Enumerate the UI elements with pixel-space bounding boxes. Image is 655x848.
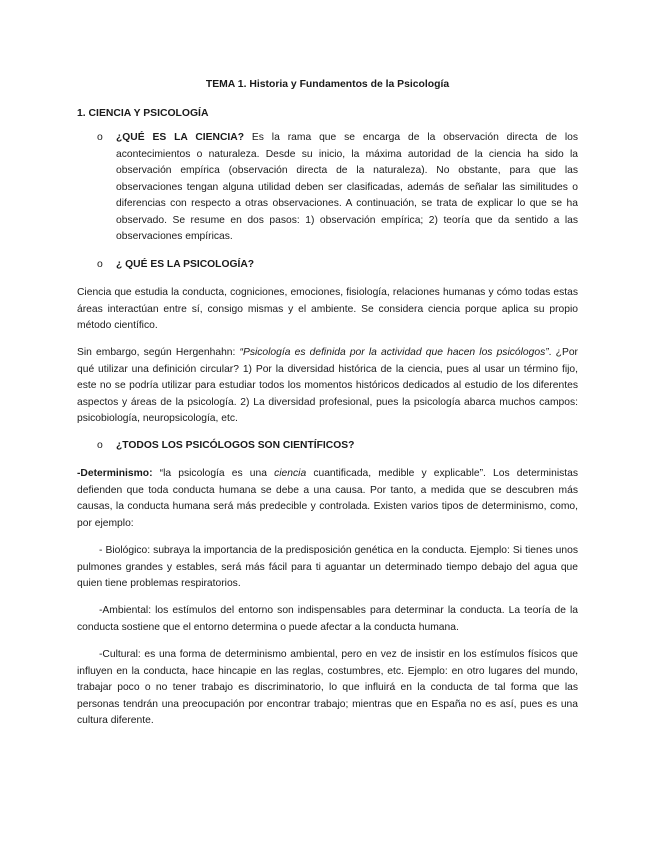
question-heading: ¿TODOS LOS PSICÓLOGOS SON CIENTÍFICOS? [116, 440, 355, 451]
bullet-marker: o [97, 440, 103, 451]
term-label: -Determinismo: [77, 468, 153, 479]
bullet-marker: o [97, 259, 103, 270]
paragraph-text: cuantificada, medible y explicable”. Los deterministas defienden que toda conducta humana se debe a una causa. Por tanto, a medida que se descubren más causas, la conducta humana será más predecible y controlada. Existen varios tipos de determinismo, como, por ejemplo: [77, 468, 578, 529]
paragraph-text: Sin embargo, según Hergenhahn: [77, 347, 240, 358]
italic-term: ciencia [274, 468, 307, 479]
quote-text: “Psicología es definida por la actividad que hacen los psicólogos” [239, 347, 549, 358]
paragraph-text: . ¿Por qué utilizar una definición circular? 1) Por la diversidad histórica de la ciencia, pues al usar un término fijo, este no se podría utilizar para estudiar todos los momentos históricos dedicados al estudio de los diferentes aspectos y áreas de la psicología. 2) La diversidad profesional, pues la psicología abarca muchos campos: psicobiología, neuropsicología, etc. [77, 347, 578, 424]
paragraph-determinismo [77, 466, 578, 532]
section-heading: 1. CIENCIA Y PSICOLOGÍA [77, 108, 209, 119]
paragraph-ambiental: -Ambiental: los estímulos del entorno son indispensables para determinar la conducta. La teoría de la conducta sostiene que el entorno determina o puede afectar a la conducta humana. [77, 605, 578, 633]
paragraph-que-es-ciencia [116, 130, 578, 246]
paragraph-cultural: -Cultural: es una forma de determinismo ambiental, pero en vez de insistir en los estímulos físicos que influyen en la conducta, hace hincapie en las reglas, costumbres, etc. Ejemplo: en otro lugares del mundo, trabajar poco o no tener trabajo es discriminatorio, lo que influirá en la conducta de tal forma que las personas tendrán una preocupación por encontrar trabajo; mientras que en España no es así, pues es una cultura diferente. [77, 649, 578, 726]
paragraph-ciencia-definicion: Ciencia que estudia la conducta, cogniciones, emociones, fisiología, relaciones humanas y cómo todas estas áreas interactúan entre sí, consigo mismas y el ambiente. Se considera ciencia porque aplica su propio método científico. [77, 287, 578, 331]
paragraph-hergenhahn [77, 345, 578, 428]
question-heading: ¿ QUÉ ES LA PSICOLOGÍA? [116, 259, 255, 270]
bullet-marker: o [97, 132, 103, 143]
paragraph-text: “la psicología es una [152, 468, 275, 479]
question-que-es-psicologia [116, 257, 578, 274]
question-heading: ¿QUÉ ES LA CIENCIA? [116, 132, 244, 143]
question-todos-psicologos [116, 438, 578, 455]
paragraph-text: Es la rama que se encarga de la observación directa de los acontecimientos o naturaleza. Desde su inicio, la máxima autoridad de la ciencia ha sido la observación empírica (observación directa de la naturaleza). No obstante, para que las observaciones tengan alguna utilidad deben ser clasificadas, además de señalar las similitudes o diferencias con respecto a otras observaciones. A continuación, se trata de explicar lo que se ha observado. Se resume en dos pasos: 1) observación empírica; 2) teoría que da sentido a las observaciones empíricas. [116, 132, 578, 242]
document-title: TEMA 1. Historia y Fundamentos de la Psicología [205, 79, 450, 90]
paragraph-biologico: - Biológico: subraya la importancia de la predisposición genética en la conducta. Ejemplo: Si tienes unos pulmones grandes y estables, será más fácil para ti aguantar un determinado tiempo debajo del agua que quien tiene problemas respiratorios. [77, 545, 578, 589]
